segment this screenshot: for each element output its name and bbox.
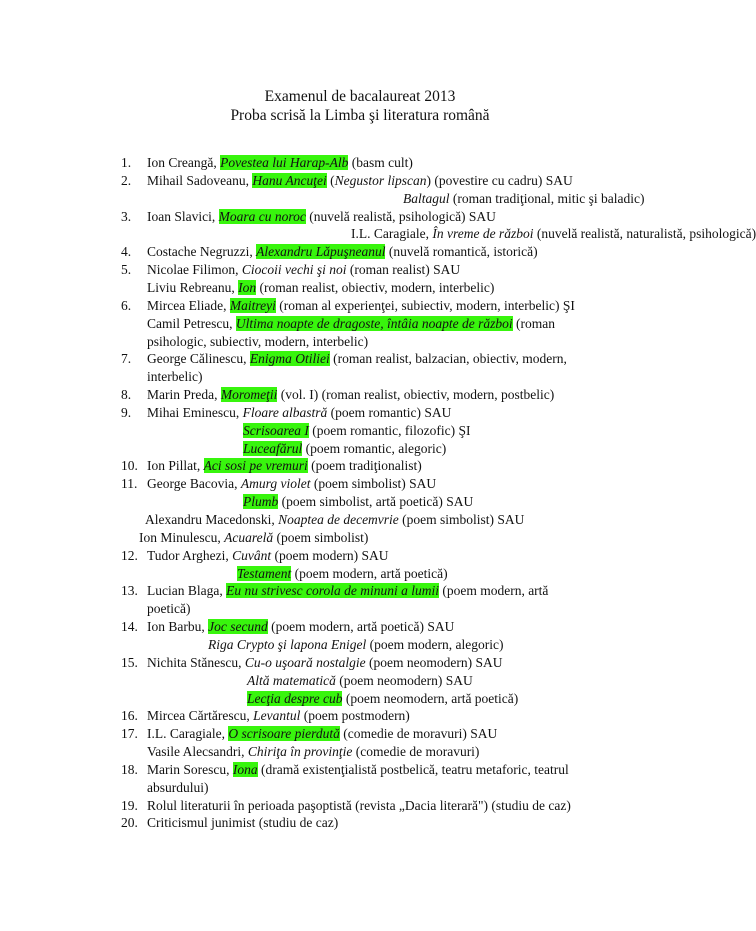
item-number: 16. — [121, 708, 138, 724]
text-span: Mircea Eliade, — [147, 297, 230, 313]
text-span: (poem neomodern) SAU — [365, 654, 503, 670]
text-span: Costache Negruzzi, — [147, 244, 257, 260]
text-span: absurdului) — [147, 779, 209, 795]
item-number: 2. — [121, 172, 132, 188]
item-line — [145, 511, 524, 528]
work-title: Floare albastră — [242, 404, 328, 420]
item-line — [243, 493, 473, 510]
work-title: Levantul — [253, 708, 301, 724]
text-span: (roman realist) SAU — [346, 262, 461, 278]
text-span: (poem postmodern) — [300, 708, 410, 724]
highlighted-title: Enigma Otiliei — [249, 351, 330, 367]
item-number: 17. — [121, 726, 138, 742]
text-span: (nuvelă realistă, naturalistă, psihologică) — [533, 226, 756, 242]
text-span: (poem simbolist, artă poetică) SAU — [278, 494, 474, 510]
highlighted-title: Aci sosi pe vremuri — [203, 458, 308, 474]
item-number: 14. — [121, 619, 138, 635]
text-span: (dramă existenţialistă postbelică, teatru metaforic, teatrul — [257, 761, 569, 777]
item-number: 9. — [121, 404, 132, 420]
work-title: În vreme de război — [432, 226, 534, 242]
text-span: (comedie de moravuri) SAU — [339, 726, 498, 742]
text-span: Mihail Sadoveanu, — [147, 172, 253, 188]
item-line — [147, 315, 555, 332]
highlighted-title: Alexandru Lăpuşneanul — [256, 244, 386, 260]
item-line — [243, 422, 470, 439]
work-title: Chiriţa în provinţie — [247, 744, 353, 760]
item-line — [147, 654, 502, 671]
text-span: (poem modern, artă — [438, 583, 549, 599]
text-span: I.L. Caragiale, — [147, 726, 229, 742]
text-span: (nuvelă romantică, istorică) — [385, 244, 538, 260]
work-title: Acuarelă — [224, 529, 274, 545]
item-line — [147, 350, 567, 367]
highlighted-title: Ultima noapte de dragoste, întâia noapte de război — [235, 315, 513, 331]
text-span: Mircea Cărtărescu, — [147, 708, 254, 724]
text-span: poetică) — [147, 601, 191, 617]
highlighted-title: Povestea lui Harap-Alb — [220, 155, 349, 170]
text-span: (vol. I) (roman realist, obiectiv, modern, postbelic) — [277, 387, 555, 403]
text-span: (poem romantic, filozofic) ŞI — [308, 422, 471, 438]
text-span: Ion Pillat, — [147, 458, 204, 474]
item-line — [147, 600, 190, 617]
text-span: Marin Preda, — [147, 387, 221, 403]
item-line — [147, 297, 575, 314]
text-span: (roman tradiţional, mitic şi baladic) — [449, 190, 645, 206]
item-line — [147, 333, 368, 350]
item-line — [147, 779, 209, 796]
text-span: (poem romantic) SAU — [327, 404, 452, 420]
text-span: (roman realist, balzacian, obiectiv, modern, — [329, 351, 567, 367]
work-title: Altă matematică — [247, 672, 336, 688]
item-line — [147, 814, 338, 831]
text-span: interbelic) — [147, 369, 203, 385]
item-line — [247, 672, 473, 689]
item-line — [147, 707, 410, 724]
text-span: (poem tradiţionalist) — [307, 458, 422, 474]
work-title: Cu-o uşoară nostalgie — [244, 654, 366, 670]
item-line — [147, 154, 413, 171]
text-span: Camil Petrescu, — [147, 315, 236, 331]
text-span: Nicolae Filimon, — [147, 262, 242, 278]
text-span: (poem simbolist) SAU — [310, 476, 437, 492]
item-number: 12. — [121, 547, 138, 563]
text-span: Marin Sorescu, — [147, 761, 233, 777]
item-line — [147, 797, 571, 814]
item-line — [147, 743, 479, 760]
item-number: 3. — [121, 208, 132, 224]
text-span: Rolul literaturii în perioada paşoptistă (revista „Dacia literară") (studiu de caz) — [147, 797, 571, 813]
item-number: 4. — [121, 244, 132, 260]
work-title: Ciocoii vechi şi noi — [241, 262, 347, 278]
text-span: Liviu Rebreanu, — [147, 279, 239, 295]
item-number: 10. — [121, 458, 138, 474]
text-span: (poem simbolist) — [273, 529, 369, 545]
text-span: Vasile Alecsandri, — [147, 744, 248, 760]
text-span: (poem modern, artă poetică) — [291, 565, 448, 581]
item-number: 11. — [121, 476, 138, 492]
highlighted-title: O scrisoare pierdută — [228, 726, 340, 742]
item-line — [147, 475, 436, 492]
highlighted-title: Scrisoarea I — [243, 422, 309, 438]
text-span: ) (povestire cu cadru) SAU — [426, 172, 573, 188]
item-line — [147, 582, 548, 599]
highlighted-title: Joc secund — [208, 619, 268, 635]
text-span: (poem romantic, alegoric) — [302, 440, 447, 456]
highlighted-title: Lecţia despre cub — [247, 690, 343, 706]
text-span: (poem neomodern) SAU — [335, 672, 473, 688]
item-number: 13. — [121, 583, 138, 599]
item-line — [147, 208, 496, 225]
text-span: Ion Minulescu, — [139, 529, 225, 545]
text-span: I.L. Caragiale, — [351, 226, 433, 242]
text-span: Lucian Blaga, — [147, 583, 227, 599]
text-span: (roman al experienţei, subiectiv, modern, interbelic) ŞI — [275, 297, 575, 313]
text-span: Criticismul junimist (studiu de caz) — [147, 815, 339, 831]
text-span: (roman realist, obiectiv, modern, interbelic) — [256, 279, 495, 295]
item-line — [147, 243, 538, 260]
text-span: (poem simbolist) SAU — [398, 512, 525, 527]
text-span: Ion Creangă, — [147, 155, 221, 170]
text-span: (poem modern, artă poetică) SAU — [267, 619, 455, 635]
work-title: Baltagul — [403, 190, 450, 206]
item-line — [403, 190, 644, 207]
highlighted-title: Maitreyi — [229, 297, 276, 313]
item-number: 18. — [121, 761, 138, 777]
item-line — [147, 404, 451, 421]
item-line — [208, 636, 503, 653]
item-number: 8. — [121, 387, 132, 403]
item-line — [147, 725, 497, 742]
text-span: George Bacovia, — [147, 476, 241, 492]
highlighted-title: Testament — [237, 565, 292, 581]
item-number: 6. — [121, 297, 132, 313]
item-number: 1. — [121, 155, 132, 170]
highlighted-title: Moara cu noroc — [218, 208, 306, 224]
text-span: Ioan Slavici, — [147, 208, 219, 224]
page-title: Examenul de bacalaureat 2013 — [264, 88, 456, 105]
highlighted-title: Moromeţii — [220, 387, 278, 403]
item-line — [139, 529, 368, 546]
text-span: Alexandru Macedonski, — [145, 512, 279, 527]
text-span: (poem modern) SAU — [271, 547, 389, 563]
item-line — [147, 547, 389, 564]
item-line — [147, 279, 494, 296]
text-span: Tudor Arghezi, — [147, 547, 233, 563]
item-number: 20. — [121, 815, 138, 831]
text-span: Ion Barbu, — [147, 619, 209, 635]
work-title: Negustor lipscan — [334, 172, 427, 188]
item-number: 15. — [121, 654, 138, 670]
text-span: (nuvelă realistă, psihologică) SAU — [305, 208, 496, 224]
highlighted-title: Luceafărul — [243, 440, 303, 456]
work-title: Riga Crypto şi lapona Enigel — [208, 636, 367, 652]
text-span: Nichita Stănescu, — [147, 654, 245, 670]
item-line — [147, 386, 554, 403]
work-title: Amurg violet — [240, 476, 311, 492]
item-line — [147, 618, 454, 635]
item-number: 7. — [121, 351, 132, 367]
text-span: Mihai Eminescu, — [147, 404, 243, 420]
item-line — [351, 225, 756, 242]
highlighted-title: Plumb — [243, 494, 279, 510]
item-number: 5. — [121, 262, 132, 278]
item-line — [147, 261, 460, 278]
work-title: Cuvânt — [232, 547, 272, 563]
text-span: (poem neomodern, artă poetică) — [342, 690, 519, 706]
item-line — [237, 565, 448, 582]
highlighted-title: Eu nu strivesc corola de minuni a lumii — [226, 583, 439, 599]
item-line — [247, 690, 518, 707]
highlighted-title: Iona — [232, 761, 258, 777]
text-span: George Călinescu, — [147, 351, 250, 367]
item-line — [147, 457, 422, 474]
highlighted-title: Ion — [238, 279, 257, 295]
page-subtitle: Proba scrisă la Limba şi literatura română — [230, 107, 490, 124]
text-span: (roman — [512, 315, 555, 331]
highlighted-title: Hanu Ancuţei — [252, 172, 327, 188]
text-span: ( — [326, 172, 335, 188]
text-span: (poem modern, alegoric) — [366, 636, 504, 652]
text-span: (basm cult) — [348, 155, 413, 170]
item-line — [147, 172, 573, 189]
text-span: psihologic, subiectiv, modern, interbelic) — [147, 333, 369, 349]
item-line — [147, 761, 569, 778]
item-number: 19. — [121, 797, 138, 813]
text-span: (comedie de moravuri) — [352, 744, 480, 760]
item-line — [243, 440, 446, 457]
work-title: Noaptea de decemvrie — [278, 512, 399, 527]
item-line — [147, 368, 202, 385]
